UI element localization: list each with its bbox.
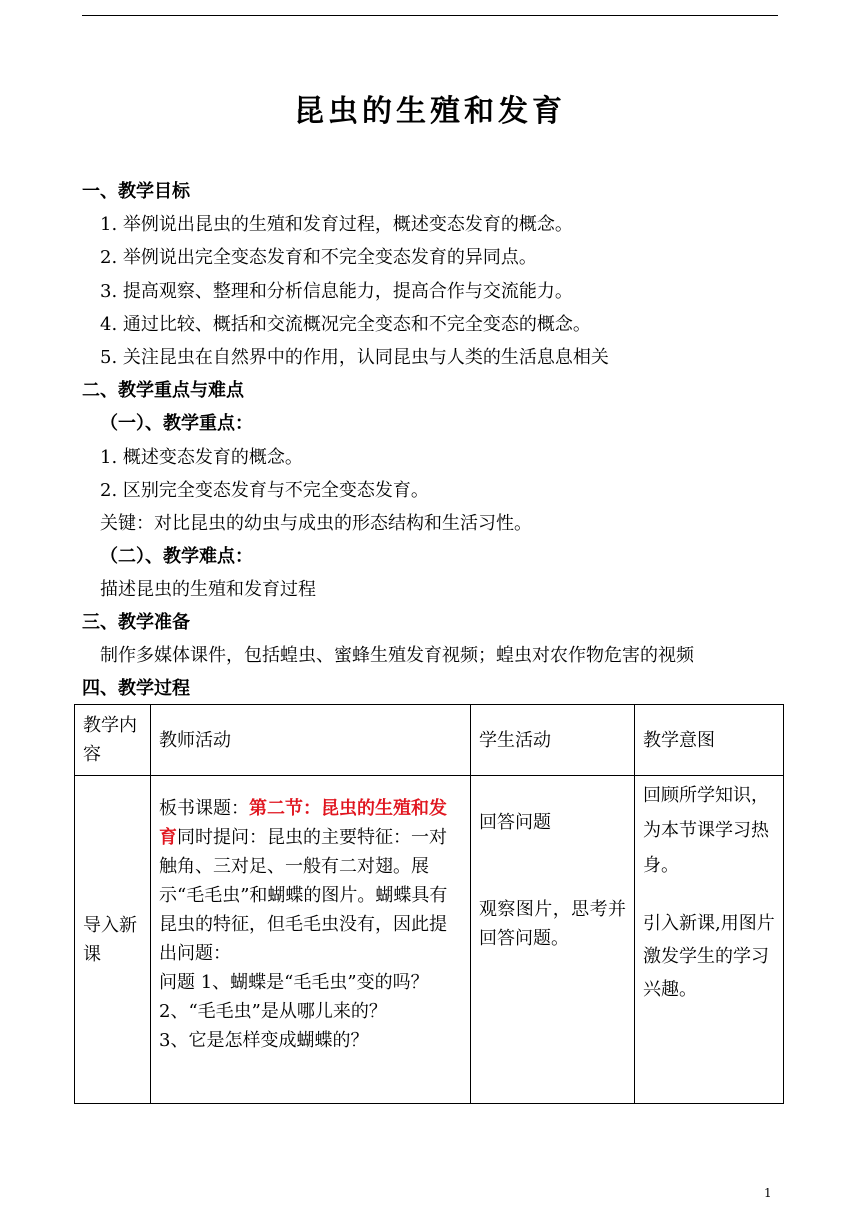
- key-subheading: （一）、教学重点：: [100, 413, 253, 434]
- teacher-activity-cell: [151, 776, 471, 1104]
- key-item: 2. 区别完全变态发育与不完全变态发育。: [100, 480, 429, 501]
- page-title: 昆虫的生殖和发育: [294, 94, 566, 129]
- intent-cell: [635, 776, 784, 1104]
- goals-heading: 一、教学目标: [82, 181, 190, 202]
- student-activity: 回答问题: [479, 812, 551, 833]
- student-activity: 观察图片，思考并回答问题。: [479, 899, 626, 949]
- header-cell: 学生活动: [471, 705, 635, 776]
- student-activity-cell: [471, 776, 635, 1104]
- intent-text: 回顾所学知识，为本节课学习热身。: [643, 785, 769, 876]
- prep-heading: 三、教学准备: [82, 612, 190, 633]
- lesson-title-highlight: 第二节：昆虫的生殖和发育: [159, 798, 447, 848]
- header-cell: 教师活动: [151, 705, 471, 776]
- goal-item: 3. 提高观察、整理和分析信息能力，提高合作与交流能力。: [100, 281, 573, 302]
- process-heading: 四、教学过程: [82, 678, 190, 699]
- key-heading: 二、教学重点与难点: [82, 380, 244, 401]
- table-header-row: [75, 705, 784, 776]
- header-cell: 教学内容: [75, 705, 151, 776]
- goal-item: 1. 举例说出昆虫的生殖和发育过程，概述变态发育的概念。: [100, 214, 573, 235]
- header-cell: 教学意图: [635, 705, 784, 776]
- goal-item: 4. 通过比较、概括和交流概况完全变态和不完全变态的概念。: [100, 314, 591, 335]
- page-number: 1: [764, 1186, 772, 1200]
- content-cell: 导入新课: [75, 776, 151, 1104]
- difficulty-subheading: （二）、教学难点：: [100, 546, 253, 567]
- goal-item: 2. 举例说出完全变态发育和不完全变态发育的异同点。: [100, 247, 537, 268]
- prep-text: 制作多媒体课件，包括蝗虫、蜜蜂生殖发育视频；蝗虫对农作物危害的视频: [100, 645, 694, 666]
- teacher-text: 同时提问：昆虫的主要特征：一对触角、三对足、一般有二对翅。展示“毛毛虫”和蝴蝶的图片。蝴蝶具有昆虫的特征，但毛毛虫没有，因此提出问题：: [159, 827, 448, 964]
- key-item: 1. 概述变态发育的概念。: [100, 447, 303, 468]
- teacher-question: 3、它是怎样变成蝴蝶的？: [159, 1030, 369, 1051]
- difficulty-text: 描述昆虫的生殖和发育过程: [100, 579, 316, 600]
- teacher-question: 问题 1、蝴蝶是“毛毛虫”变的吗？: [159, 972, 429, 993]
- key-note: 关键：对比昆虫的幼虫与成虫的形态结构和生活习性。: [100, 513, 532, 534]
- process-table: [74, 704, 784, 1104]
- teacher-question: 2、“毛毛虫”是从哪儿来的？: [159, 1001, 387, 1022]
- header-rule: [82, 15, 778, 16]
- intent-text: 引入新课,用图片激发学生的学习兴趣。: [643, 913, 775, 1000]
- teacher-prefix: 板书课题：: [159, 798, 249, 819]
- table-row: [75, 776, 784, 1104]
- goal-item: 5. 关注昆虫在自然界中的作用，认同昆虫与人类的生活息息相关: [100, 347, 609, 368]
